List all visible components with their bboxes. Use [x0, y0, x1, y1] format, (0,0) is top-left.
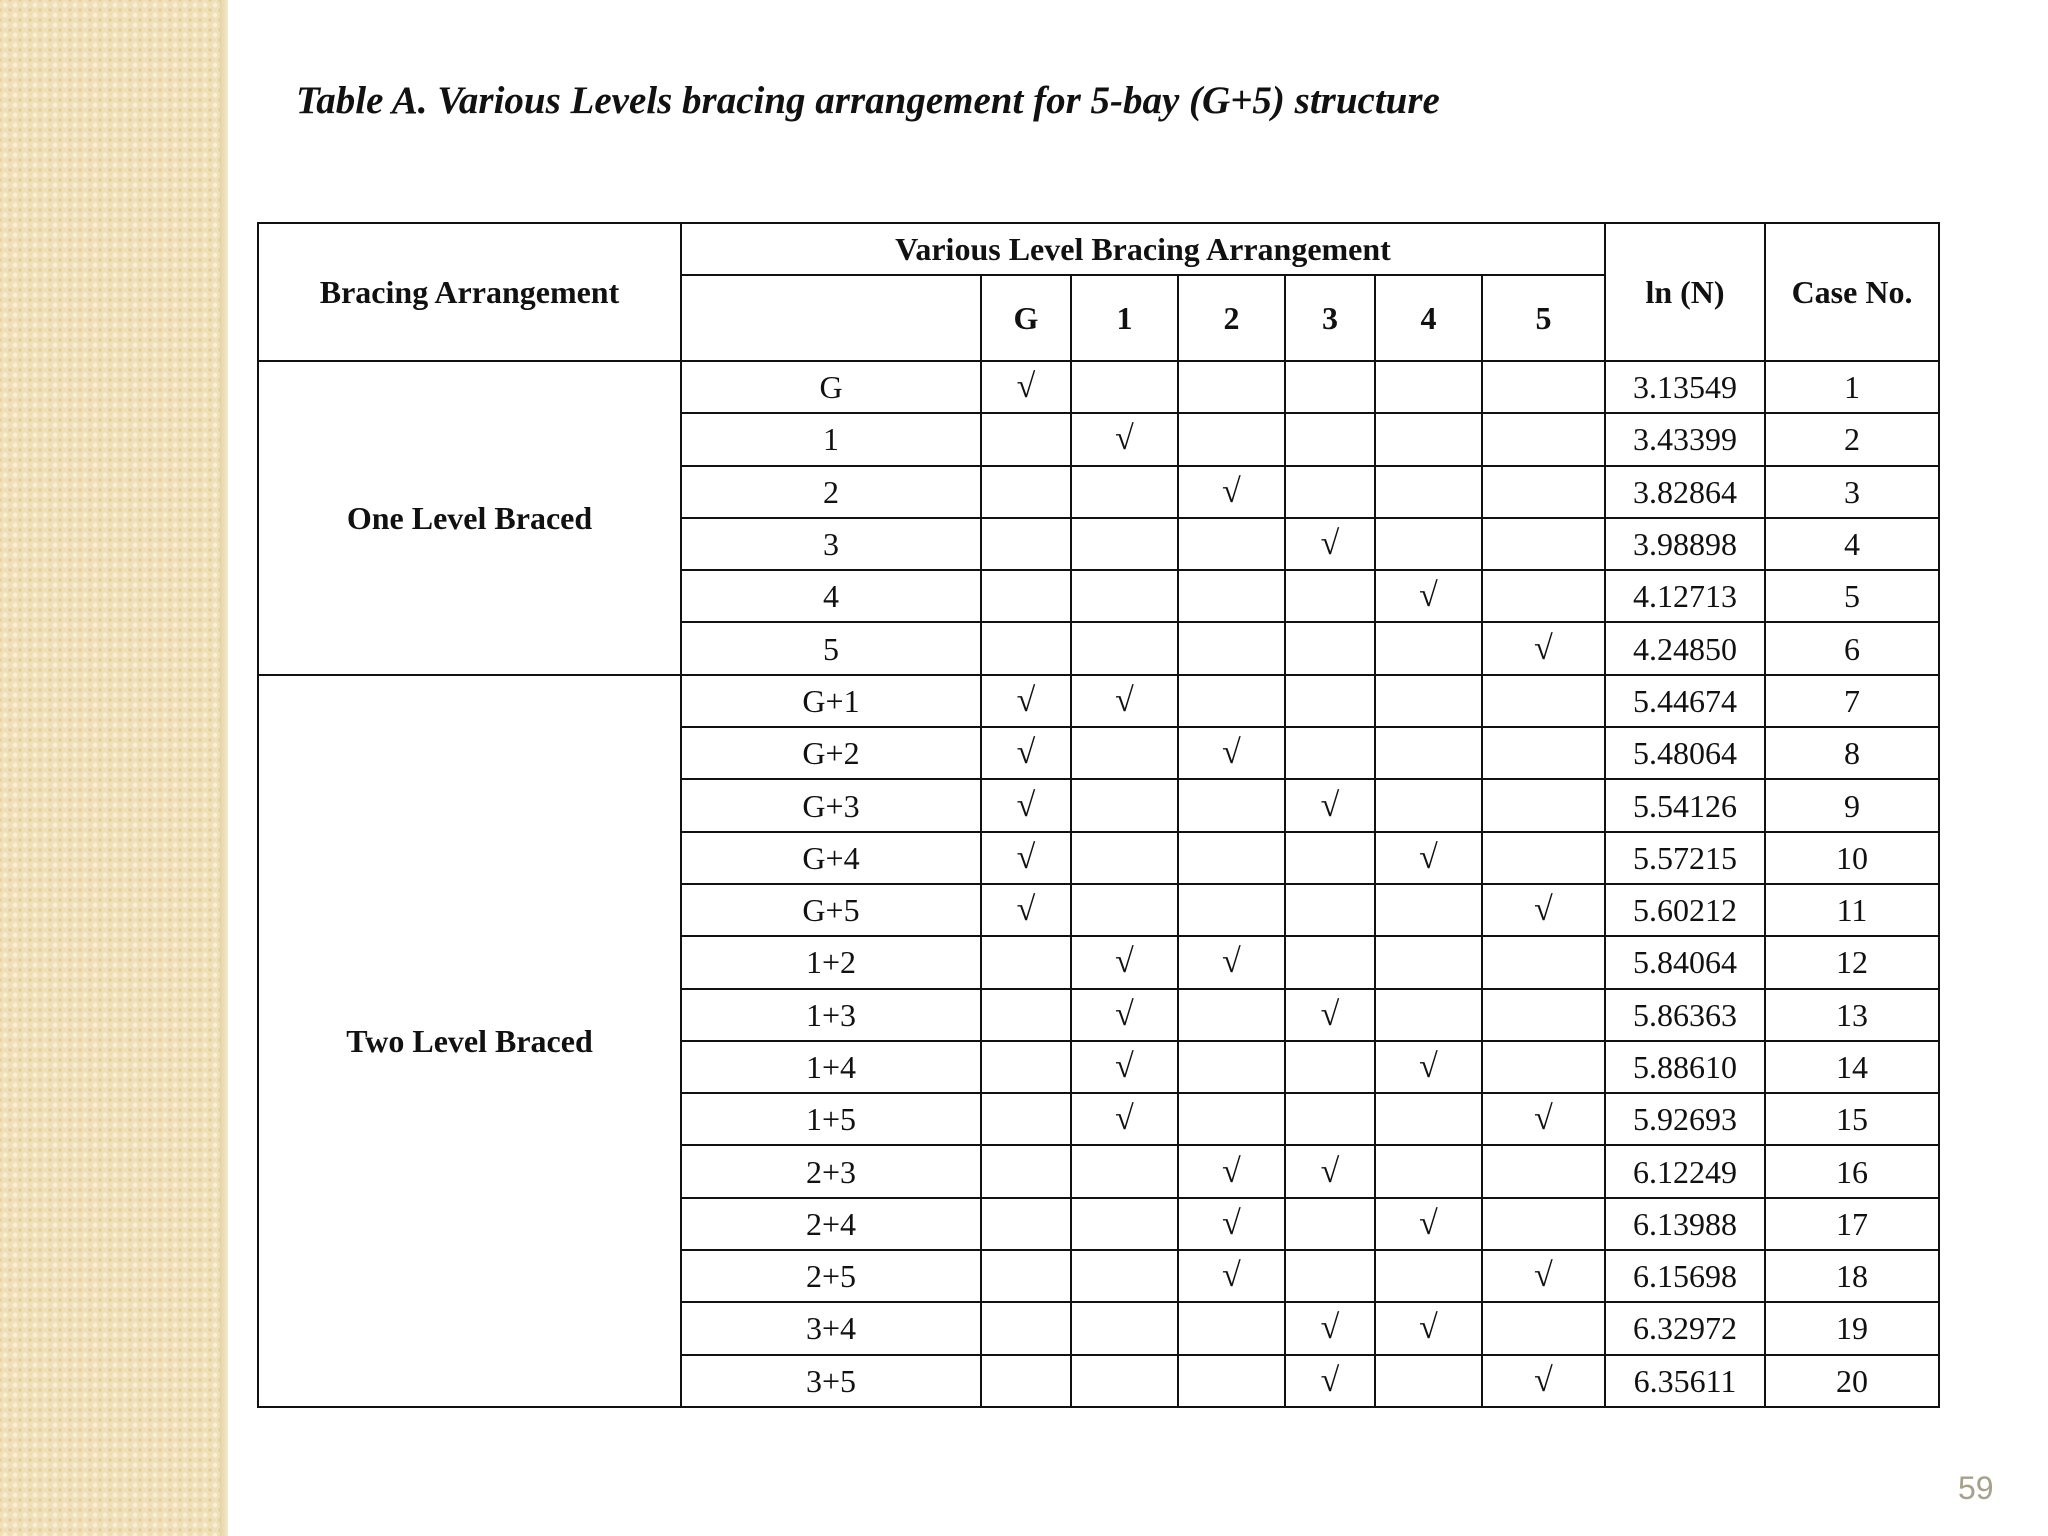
level-check-cell — [1071, 832, 1178, 884]
check-mark-icon: √ — [1320, 1361, 1340, 1399]
level-check-cell — [1285, 727, 1375, 779]
level-check-cell — [1482, 1250, 1605, 1302]
level-check-cell — [1178, 466, 1285, 518]
ln-n-cell: 5.44674 — [1605, 675, 1765, 727]
case-no-cell: 9 — [1765, 779, 1939, 831]
ln-n-cell: 5.84064 — [1605, 936, 1765, 988]
level-check-cell — [981, 884, 1071, 936]
level-check-cell — [1375, 1145, 1482, 1197]
ln-n-cell: 6.32972 — [1605, 1302, 1765, 1354]
level-check-cell — [1071, 1198, 1178, 1250]
level-check-cell — [1482, 989, 1605, 1041]
level-check-cell — [1285, 622, 1375, 674]
level-check-cell — [1071, 1145, 1178, 1197]
level-check-cell — [1071, 413, 1178, 465]
level-check-cell — [1482, 832, 1605, 884]
group-label: One Level Braced — [258, 361, 681, 675]
level-check-cell — [1375, 884, 1482, 936]
level-check-cell — [1285, 779, 1375, 831]
level-check-cell — [1375, 1302, 1482, 1354]
ln-n-cell: 5.88610 — [1605, 1041, 1765, 1093]
level-check-cell — [1285, 884, 1375, 936]
case-no-cell: 5 — [1765, 570, 1939, 622]
level-check-cell — [1285, 361, 1375, 413]
level-check-cell — [1482, 1198, 1605, 1250]
check-mark-icon: √ — [1320, 786, 1340, 824]
level-check-cell — [1375, 518, 1482, 570]
level-check-cell — [1285, 989, 1375, 1041]
level-check-cell — [981, 570, 1071, 622]
level-check-cell — [1285, 570, 1375, 622]
case-no-cell: 17 — [1765, 1198, 1939, 1250]
header-level-1: 1 — [1071, 275, 1178, 361]
ln-n-cell: 3.82864 — [1605, 466, 1765, 518]
level-check-cell — [1178, 413, 1285, 465]
check-mark-icon: √ — [1115, 1048, 1134, 1085]
level-check-cell — [1178, 1302, 1285, 1354]
level-check-cell — [1375, 989, 1482, 1041]
slide-title: Table A. Various Levels bracing arrangement for 5-bay (G+5) structure — [296, 79, 1440, 122]
table-row — [258, 675, 1939, 727]
level-check-cell — [1375, 832, 1482, 884]
level-check-cell — [1178, 1041, 1285, 1093]
check-mark-icon: √ — [1016, 681, 1036, 719]
level-check-cell — [1071, 570, 1178, 622]
level-check-cell — [1285, 413, 1375, 465]
level-check-cell — [1178, 361, 1285, 413]
check-mark-icon: √ — [1534, 1257, 1553, 1295]
level-check-cell — [1285, 675, 1375, 727]
level-check-cell — [1482, 936, 1605, 988]
level-check-cell — [981, 518, 1071, 570]
case-no-cell: 18 — [1765, 1250, 1939, 1302]
level-check-cell — [1178, 989, 1285, 1041]
level-check-cell — [1071, 989, 1178, 1041]
level-check-cell — [1482, 1093, 1605, 1145]
level-check-cell — [1071, 727, 1178, 779]
level-check-cell — [1375, 936, 1482, 988]
check-mark-icon: √ — [1016, 838, 1036, 876]
level-check-cell — [981, 361, 1071, 413]
level-check-cell — [1071, 518, 1178, 570]
arrangement-cell: 4 — [681, 570, 981, 622]
case-no-cell: 4 — [1765, 518, 1939, 570]
check-mark-icon: √ — [1115, 995, 1134, 1033]
level-check-cell — [1178, 779, 1285, 831]
check-mark-icon: √ — [1320, 1152, 1340, 1190]
level-check-cell — [1178, 832, 1285, 884]
check-mark-icon: √ — [1115, 1100, 1134, 1138]
case-no-cell: 12 — [1765, 936, 1939, 988]
level-check-cell — [1285, 936, 1375, 988]
level-check-cell — [1071, 1041, 1178, 1093]
check-mark-icon: √ — [1320, 525, 1340, 563]
ln-n-cell: 5.92693 — [1605, 1093, 1765, 1145]
level-check-cell — [1071, 622, 1178, 674]
case-no-cell: 8 — [1765, 727, 1939, 779]
check-mark-icon: √ — [1016, 786, 1036, 824]
level-check-cell — [1375, 727, 1482, 779]
level-check-cell — [1482, 1355, 1605, 1407]
level-check-cell — [1375, 466, 1482, 518]
ln-n-cell: 5.86363 — [1605, 989, 1765, 1041]
level-check-cell — [1375, 1041, 1482, 1093]
ln-n-cell: 3.98898 — [1605, 518, 1765, 570]
check-mark-icon: √ — [1534, 1100, 1553, 1138]
arrangement-cell: G — [681, 361, 981, 413]
arrangement-cell: 5 — [681, 622, 981, 674]
level-check-cell — [981, 413, 1071, 465]
check-mark-icon: √ — [1115, 681, 1134, 719]
check-mark-icon: √ — [1222, 1204, 1241, 1242]
level-check-cell — [1375, 361, 1482, 413]
check-mark-icon: √ — [1419, 577, 1438, 615]
arrangement-cell: 3+5 — [681, 1355, 981, 1407]
level-check-cell — [1482, 466, 1605, 518]
level-check-cell — [1375, 622, 1482, 674]
level-check-cell — [981, 936, 1071, 988]
level-check-cell — [981, 466, 1071, 518]
header-level-4: 4 — [1375, 275, 1482, 361]
level-check-cell — [1178, 1145, 1285, 1197]
level-check-cell — [1178, 570, 1285, 622]
level-check-cell — [1482, 675, 1605, 727]
arrangement-cell: G+3 — [681, 779, 981, 831]
check-mark-icon: √ — [1534, 1361, 1553, 1399]
ln-n-cell: 5.57215 — [1605, 832, 1765, 884]
level-check-cell — [981, 832, 1071, 884]
group-label: Two Level Braced — [258, 675, 681, 1407]
ln-n-cell: 5.54126 — [1605, 779, 1765, 831]
level-check-cell — [1071, 1250, 1178, 1302]
ln-n-cell: 5.48064 — [1605, 727, 1765, 779]
level-check-cell — [1375, 413, 1482, 465]
table-row — [258, 361, 1939, 413]
level-check-cell — [981, 1041, 1071, 1093]
level-check-cell — [1285, 1198, 1375, 1250]
arrangement-cell: 1 — [681, 413, 981, 465]
header-bracing-arrangement: Bracing Arrangement — [258, 223, 681, 361]
case-no-cell: 14 — [1765, 1041, 1939, 1093]
case-no-cell: 10 — [1765, 832, 1939, 884]
header-level-3: 3 — [1285, 275, 1375, 361]
header-arrangement-blank — [681, 275, 981, 361]
check-mark-icon: √ — [1115, 420, 1134, 458]
level-check-cell — [981, 1198, 1071, 1250]
case-no-cell: 3 — [1765, 466, 1939, 518]
level-check-cell — [1178, 1250, 1285, 1302]
level-check-cell — [981, 1302, 1071, 1354]
decorative-side-strip — [0, 0, 228, 1536]
level-check-cell — [1071, 936, 1178, 988]
level-check-cell — [1285, 832, 1375, 884]
arrangement-cell: 3 — [681, 518, 981, 570]
level-check-cell — [1178, 1355, 1285, 1407]
level-check-cell — [1482, 1302, 1605, 1354]
level-check-cell — [1178, 884, 1285, 936]
level-check-cell — [1482, 570, 1605, 622]
level-check-cell — [1285, 1250, 1375, 1302]
case-no-cell: 2 — [1765, 413, 1939, 465]
check-mark-icon: √ — [1222, 1152, 1241, 1190]
arrangement-cell: G+1 — [681, 675, 981, 727]
header-various-level: Various Level Bracing Arrangement — [681, 223, 1605, 275]
level-check-cell — [1071, 1355, 1178, 1407]
level-check-cell — [1285, 1145, 1375, 1197]
level-check-cell — [1071, 361, 1178, 413]
check-mark-icon: √ — [1320, 995, 1340, 1033]
level-check-cell — [1071, 1093, 1178, 1145]
case-no-cell: 19 — [1765, 1302, 1939, 1354]
header-ln-n: ln (N) — [1605, 223, 1765, 361]
case-no-cell: 1 — [1765, 361, 1939, 413]
arrangement-cell: 2+5 — [681, 1250, 981, 1302]
arrangement-cell: 2+3 — [681, 1145, 981, 1197]
level-check-cell — [1482, 884, 1605, 936]
arrangement-cell: 1+4 — [681, 1041, 981, 1093]
arrangement-cell: 3+4 — [681, 1302, 981, 1354]
level-check-cell — [1178, 622, 1285, 674]
case-no-cell: 11 — [1765, 884, 1939, 936]
case-no-cell: 15 — [1765, 1093, 1939, 1145]
check-mark-icon: √ — [1320, 1309, 1340, 1347]
case-no-cell: 20 — [1765, 1355, 1939, 1407]
level-check-cell — [1178, 936, 1285, 988]
header-case-no: Case No. — [1765, 223, 1939, 361]
level-check-cell — [1071, 466, 1178, 518]
ln-n-cell: 6.12249 — [1605, 1145, 1765, 1197]
ln-n-cell: 4.24850 — [1605, 622, 1765, 674]
level-check-cell — [1071, 675, 1178, 727]
check-mark-icon: √ — [1419, 1309, 1438, 1347]
level-check-cell — [1071, 779, 1178, 831]
level-check-cell — [1071, 1302, 1178, 1354]
arrangement-cell: G+4 — [681, 832, 981, 884]
header-level-g: G — [981, 275, 1071, 361]
ln-n-cell: 4.12713 — [1605, 570, 1765, 622]
side-strip-edge — [220, 0, 228, 1536]
level-check-cell — [1375, 1093, 1482, 1145]
check-mark-icon: √ — [1419, 838, 1438, 876]
level-check-cell — [1285, 1355, 1375, 1407]
level-check-cell — [1285, 1041, 1375, 1093]
check-mark-icon: √ — [1222, 1257, 1241, 1295]
check-mark-icon: √ — [1222, 734, 1241, 772]
level-check-cell — [981, 989, 1071, 1041]
level-check-cell — [981, 1355, 1071, 1407]
level-check-cell — [1375, 1198, 1482, 1250]
level-check-cell — [1482, 727, 1605, 779]
level-check-cell — [1285, 1302, 1375, 1354]
arrangement-cell: 1+3 — [681, 989, 981, 1041]
level-check-cell — [1482, 622, 1605, 674]
level-check-cell — [1482, 1145, 1605, 1197]
level-check-cell — [981, 1093, 1071, 1145]
level-check-cell — [1482, 518, 1605, 570]
level-check-cell — [981, 622, 1071, 674]
check-mark-icon: √ — [1419, 1204, 1438, 1242]
arrangement-cell: 1+5 — [681, 1093, 981, 1145]
level-check-cell — [981, 1145, 1071, 1197]
check-mark-icon: √ — [1222, 943, 1241, 981]
level-check-cell — [1482, 413, 1605, 465]
level-check-cell — [981, 1250, 1071, 1302]
ln-n-cell: 6.13988 — [1605, 1198, 1765, 1250]
check-mark-icon: √ — [1016, 734, 1036, 772]
case-no-cell: 6 — [1765, 622, 1939, 674]
level-check-cell — [1375, 779, 1482, 831]
check-mark-icon: √ — [1222, 472, 1241, 510]
level-check-cell — [1482, 361, 1605, 413]
bracing-table — [257, 222, 1940, 1408]
case-no-cell: 7 — [1765, 675, 1939, 727]
level-check-cell — [1178, 1198, 1285, 1250]
ln-n-cell: 6.35611 — [1605, 1355, 1765, 1407]
level-check-cell — [1285, 1093, 1375, 1145]
level-check-cell — [981, 675, 1071, 727]
case-no-cell: 16 — [1765, 1145, 1939, 1197]
arrangement-cell: 2 — [681, 466, 981, 518]
ln-n-cell: 6.15698 — [1605, 1250, 1765, 1302]
level-check-cell — [1178, 675, 1285, 727]
arrangement-cell: G+5 — [681, 884, 981, 936]
level-check-cell — [981, 727, 1071, 779]
arrangement-cell: G+2 — [681, 727, 981, 779]
page-number: 59 — [1958, 1470, 1994, 1506]
case-no-cell: 13 — [1765, 989, 1939, 1041]
arrangement-cell: 2+4 — [681, 1198, 981, 1250]
level-check-cell — [1375, 675, 1482, 727]
level-check-cell — [1482, 779, 1605, 831]
level-check-cell — [1178, 518, 1285, 570]
header-level-5: 5 — [1482, 275, 1605, 361]
level-check-cell — [1375, 1355, 1482, 1407]
arrangement-cell: 1+2 — [681, 936, 981, 988]
check-mark-icon: √ — [1534, 891, 1553, 929]
level-check-cell — [981, 779, 1071, 831]
level-check-cell — [1178, 1093, 1285, 1145]
header-level-2: 2 — [1178, 275, 1285, 361]
check-mark-icon: √ — [1016, 368, 1036, 406]
check-mark-icon: √ — [1115, 943, 1134, 981]
level-check-cell — [1375, 1250, 1482, 1302]
ln-n-cell: 5.60212 — [1605, 884, 1765, 936]
table-body — [258, 361, 1939, 1407]
level-check-cell — [1071, 884, 1178, 936]
check-mark-icon: √ — [1534, 629, 1553, 667]
check-mark-icon: √ — [1016, 891, 1036, 929]
level-check-cell — [1375, 570, 1482, 622]
check-mark-icon: √ — [1419, 1048, 1438, 1085]
level-check-cell — [1178, 727, 1285, 779]
level-check-cell — [1482, 1041, 1605, 1093]
ln-n-cell: 3.43399 — [1605, 413, 1765, 465]
level-check-cell — [1285, 518, 1375, 570]
level-check-cell — [1285, 466, 1375, 518]
ln-n-cell: 3.13549 — [1605, 361, 1765, 413]
